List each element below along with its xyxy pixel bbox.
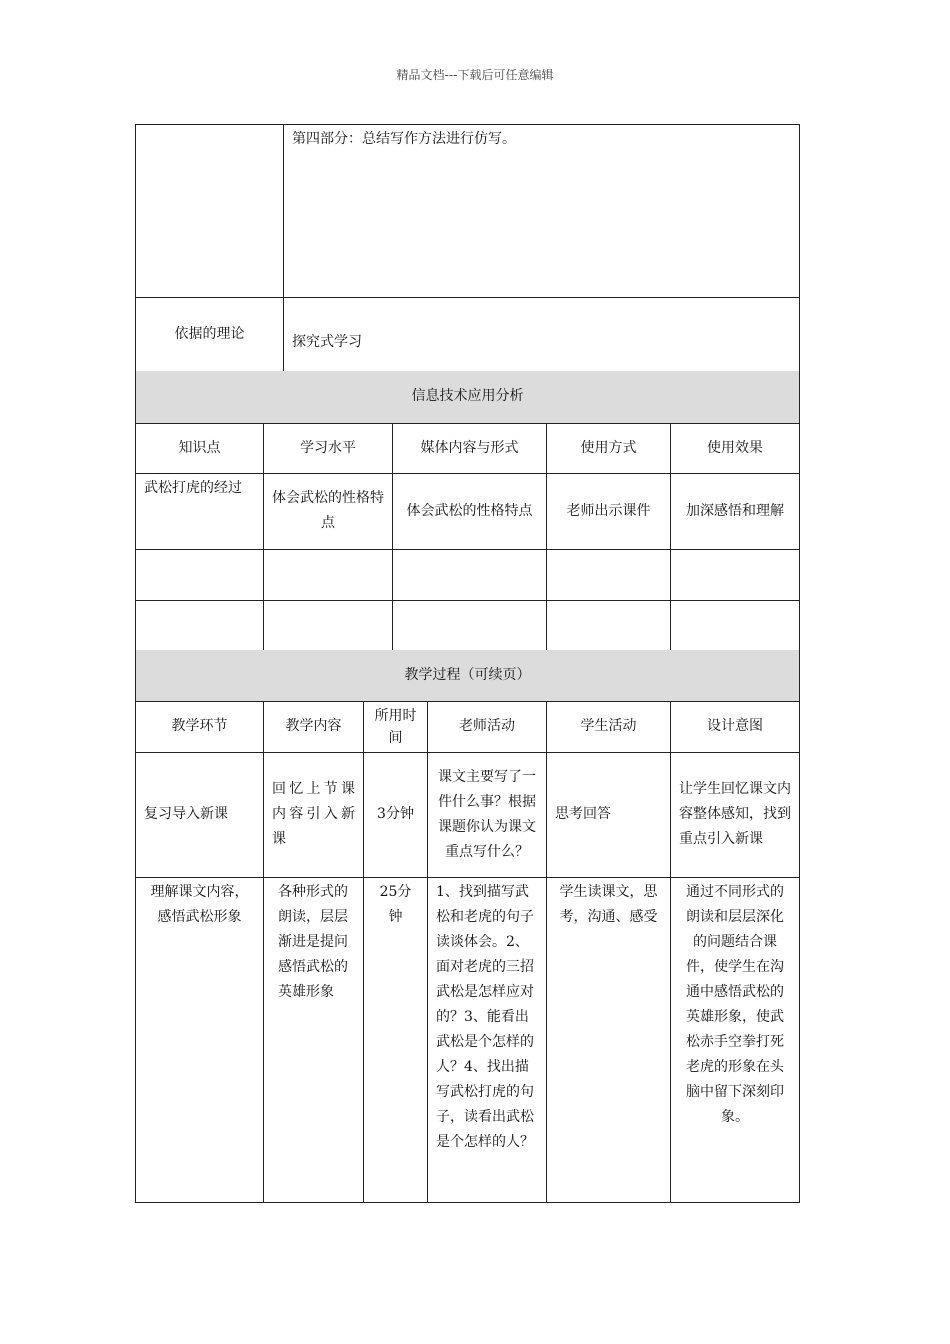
process-cell: 各种形式的朗读，层层渐进是提问感悟武松的英雄形象 [264, 877, 364, 1202]
process-cell: 学生读课文，思考，沟通、感受 [547, 877, 671, 1202]
process-cell: 回忆上节课内容引入新课 [264, 752, 364, 877]
process-cell: 让学生回忆课文内容整体感知，找到重点引入新课 [671, 752, 800, 877]
it-cell [547, 600, 671, 651]
process-header-cell: 老师活动 [428, 701, 547, 752]
table-row [136, 473, 800, 549]
theory-value: 探究式学习 [284, 298, 800, 372]
it-cell [547, 549, 671, 600]
process-cell: 通过不同形式的朗读和层层深化的问题结合课件，使学生在沟通中感悟武松的英雄形象，使武松赤手空拳打死老虎的形象在头脑中留下深刻印象。 [671, 877, 800, 1202]
process-header-cell: 教学环节 [136, 701, 264, 752]
part4-cell: 第四部分：总结写作方法进行仿写。 [284, 125, 800, 298]
it-cell [264, 549, 393, 600]
plan-table [135, 124, 800, 372]
it-cell [393, 549, 547, 600]
it-cell: 体会武松的性格特点 [264, 473, 393, 549]
table-row [136, 877, 800, 1202]
process-cell: 理解课文内容，感悟武松形象 [136, 877, 264, 1202]
process-cell: 课文主要写了一件什么事？根据课题你认为课文重点写什么？ [428, 752, 547, 877]
process-header-cell: 教学内容 [264, 701, 364, 752]
table-row [136, 752, 800, 877]
empty-label-cell [136, 125, 284, 298]
process-cell: 3分钟 [364, 752, 428, 877]
it-header-cell: 知识点 [136, 423, 264, 473]
it-header-cell: 学习水平 [264, 423, 393, 473]
page-header: 精品文档---下载后可任意编辑 [396, 68, 554, 82]
process-table [135, 650, 800, 1203]
it-analysis-title: 信息技术应用分析 [136, 371, 800, 423]
process-cell: 25分钟 [364, 877, 428, 1202]
process-cell: 1、找到描写武松和老虎的句子读谈体会。2、面对老虎的三招武松是怎样应对的？3、能看出武松是个怎样的人？4、找出描写武松打虎的句子，读看出武松是个怎样的人？ [428, 877, 547, 1202]
it-cell [671, 549, 800, 600]
process-title: 教学过程（可续页） [136, 650, 800, 701]
process-header-cell: 学生活动 [547, 701, 671, 752]
it-cell [393, 600, 547, 651]
it-cell [671, 600, 800, 651]
it-cell: 加深感悟和理解 [671, 473, 800, 549]
it-cell: 老师出示课件 [547, 473, 671, 549]
table-row [136, 600, 800, 651]
it-header-cell: 媒体内容与形式 [393, 423, 547, 473]
it-cell [136, 549, 264, 600]
it-cell [264, 600, 393, 651]
theory-label: 依据的理论 [136, 298, 284, 372]
it-cell: 武松打虎的经过 [136, 473, 264, 549]
it-analysis-table [135, 371, 800, 652]
process-cell: 复习导入新课 [136, 752, 264, 877]
process-header-cell: 设计意图 [671, 701, 800, 752]
table-row [136, 549, 800, 600]
it-header-cell: 使用方式 [547, 423, 671, 473]
it-header-cell: 使用效果 [671, 423, 800, 473]
process-cell: 思考回答 [547, 752, 671, 877]
process-header-cell: 所用时间 [364, 701, 428, 752]
it-cell [136, 600, 264, 651]
it-cell: 体会武松的性格特点 [393, 473, 547, 549]
